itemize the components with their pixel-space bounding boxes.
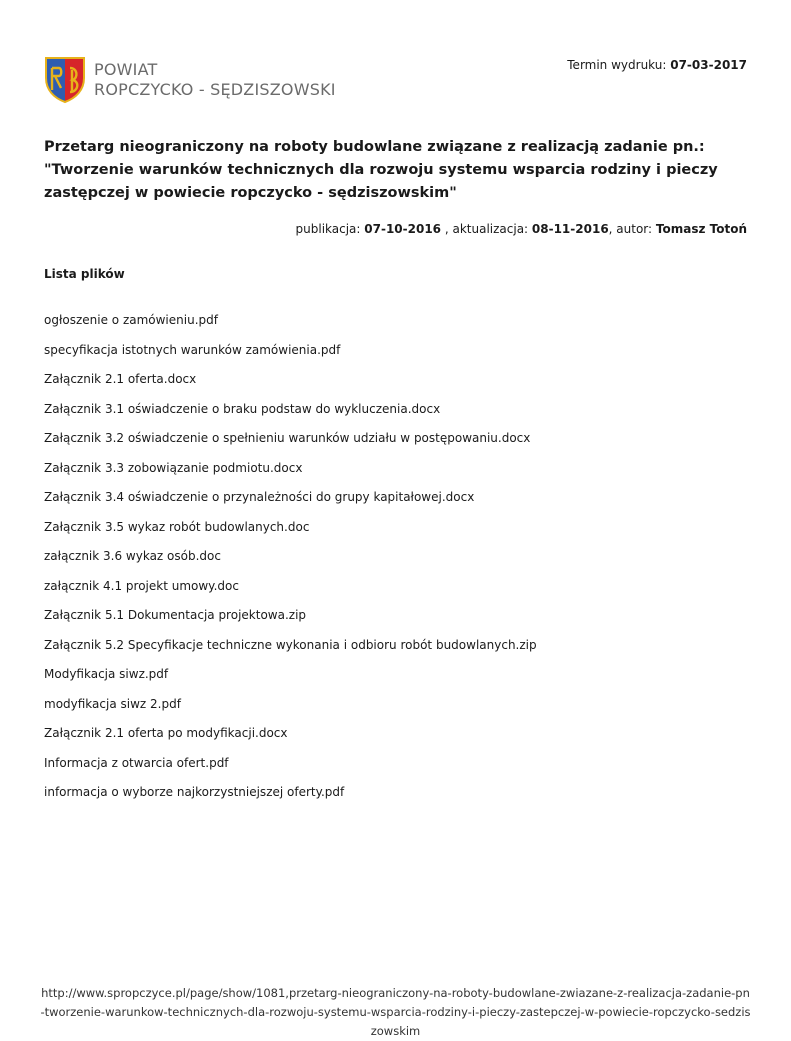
file-item[interactable]: ogłoszenie o zamówieniu.pdf xyxy=(44,313,218,327)
file-item[interactable]: Załącznik 2.1 oferta po modyfikacji.docx xyxy=(44,726,288,740)
file-item[interactable]: Załącznik 3.5 wykaz robót budowlanych.doc xyxy=(44,519,310,534)
file-item[interactable]: Załącznik 3.1 oświadczenie o braku podstaw do wykluczenia.docx xyxy=(44,401,441,416)
logo-line-1: POWIAT xyxy=(94,60,158,79)
logo xyxy=(44,55,344,105)
file-item[interactable]: Załącznik 3.4 oświadczenie o przynależności do grupy kapitałowej.docx xyxy=(44,490,475,504)
file-item[interactable]: załącznik 3.6 wykaz osób.doc xyxy=(44,549,221,563)
author-name: Tomasz Totoń xyxy=(655,222,747,236)
publication-date: 07-10-2016 xyxy=(364,222,442,236)
file-item[interactable]: Informacja z otwarcia ofert.pdf xyxy=(44,755,229,770)
publication-meta xyxy=(296,222,747,236)
print-date-label: Termin wydruku: xyxy=(567,58,671,72)
file-item[interactable]: Załącznik 5.2 Specyfikacje techniczne wykonania i odbioru robót budowlanych.zip xyxy=(44,637,537,652)
publication-label: publikacja: xyxy=(295,222,365,236)
file-item[interactable]: informacja o wyborze najkorzystniejszej oferty.pdf xyxy=(44,785,345,799)
file-item[interactable]: Modyfikacja siwz.pdf xyxy=(44,667,169,681)
file-item[interactable]: załącznik 4.1 projekt umowy.doc xyxy=(44,578,239,593)
file-item[interactable]: Załącznik 5.1 Dokumentacja projektowa.zip xyxy=(44,608,307,622)
author-label: , autor: xyxy=(608,222,656,236)
coat-of-arms-icon xyxy=(44,56,86,104)
file-item[interactable]: specyfikacja istotnych warunków zamówienia.pdf xyxy=(44,342,341,357)
page-title: Przetarg nieograniczony na roboty budowlane związane z realizacją zadanie pn.: "Tworzenie warunków technicznych dla rozwoju systemu wsparcia rodziny i pieczy zastępczej w powiecie ropczycko - sędziszowskim" xyxy=(44,139,718,201)
footer-url: http://www.spropczyce.pl/page/show/1081,przetarg-nieograniczony-na-roboty-budowlane-zwiazane-z-realizacja-zadanie-pn-tworzenie-warunkow-technicznych-dla-rozwoju-systemu-wsparcia-rodziny-i-pieczy-zastepczej-w-powiecie-ropczycko-sedziszowskim xyxy=(40,986,751,1038)
logo-line-2: ROPCZYCKO - SĘDZISZOWSKI xyxy=(94,80,336,99)
update-label: , aktualizacja: xyxy=(441,222,532,236)
file-list xyxy=(44,312,537,814)
file-item[interactable]: Załącznik 2.1 oferta.docx xyxy=(44,372,197,386)
print-date xyxy=(567,58,747,72)
file-item[interactable]: modyfikacja siwz 2.pdf xyxy=(44,696,181,711)
files-heading: Lista plików xyxy=(44,267,125,281)
file-item[interactable]: Załącznik 3.2 oświadczenie o spełnieniu warunków udziału w postępowaniu.docx xyxy=(44,431,531,445)
update-date: 08-11-2016 xyxy=(531,222,609,236)
file-item[interactable]: Załącznik 3.3 zobowiązanie podmiotu.docx xyxy=(44,460,303,475)
print-date-value: 07-03-2017 xyxy=(670,58,747,72)
